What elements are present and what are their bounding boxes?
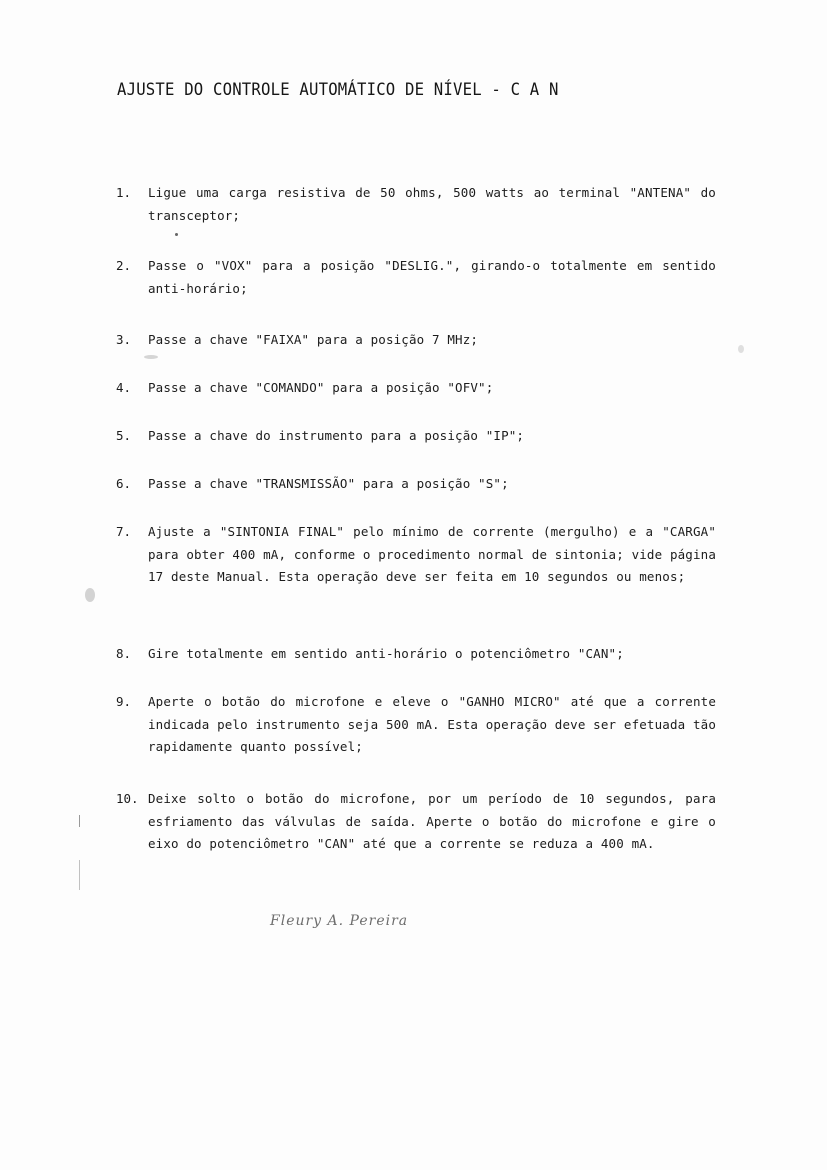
item-text: Passe a chave "COMANDO" para a posição "OFV"; — [148, 380, 494, 395]
list-item-10 — [116, 788, 716, 856]
item-number: 1. — [116, 185, 132, 200]
list-item-3 — [116, 329, 716, 352]
item-text: Ajuste a "SINTONIA FINAL" pelo mínimo de corrente (mergulho) e a "CARGA" para obter 400 mA, conforme o procedimento normal de sintonia; vide página 17 deste Manual. Esta operação deve ser feita em 10 segundos ou menos; — [148, 524, 716, 584]
item-number: 7. — [116, 524, 132, 539]
list-item-9 — [116, 691, 716, 759]
document-title: AJUSTE DO CONTROLE AUTOMÁTICO DE NÍVEL - C A N — [117, 80, 559, 100]
item-text: Passe a chave do instrumento para a posição "IP"; — [148, 428, 525, 443]
item-number: 3. — [116, 332, 132, 347]
item-text: Passe a chave "TRANSMISSÃO" para a posição "S"; — [148, 476, 509, 491]
item-number: 9. — [116, 694, 132, 709]
item-text: Passe o "VOX" para a posição "DESLIG.", girando-o totalmente em sentido anti-horário; — [148, 258, 716, 296]
item-number: 8. — [116, 646, 132, 661]
item-number: 5. — [116, 428, 132, 443]
list-item-6 — [116, 473, 716, 496]
item-number: 2. — [116, 258, 132, 273]
item-number: 10. — [116, 791, 139, 806]
item-number: 4. — [116, 380, 132, 395]
signature: Fleury A. Pereira — [270, 913, 409, 929]
item-number: 6. — [116, 476, 132, 491]
item-text: Gire totalmente em sentido anti-horário o potenciômetro "CAN"; — [148, 646, 624, 661]
list-item-7 — [116, 521, 716, 589]
item-text: Aperte o botão do microfone e eleve o "GANHO MICRO" até que a corrente indicada pelo instrumento seja 500 mA. Esta operação deve ser efetuada tão rapidamente quanto possível; — [148, 694, 716, 754]
item-text: Ligue uma carga resistiva de 50 ohms, 500 watts ao terminal "ANTENA" do transceptor; — [148, 185, 716, 223]
list-item-8 — [116, 643, 716, 666]
list-item-4 — [116, 377, 716, 400]
list-item-2 — [116, 255, 716, 300]
item-text: Deixe solto o botão do microfone, por um período de 10 segundos, para esfriamento das válvulas de saída. Aperte o botão do microfone e gire o eixo do potenciômetro "CAN" até que a corrente se reduza a 400 mA. — [148, 791, 716, 851]
list-item-5 — [116, 425, 716, 448]
item-text: Passe a chave "FAIXA" para a posição 7 MHz; — [148, 332, 479, 347]
list-item-1 — [116, 182, 716, 227]
